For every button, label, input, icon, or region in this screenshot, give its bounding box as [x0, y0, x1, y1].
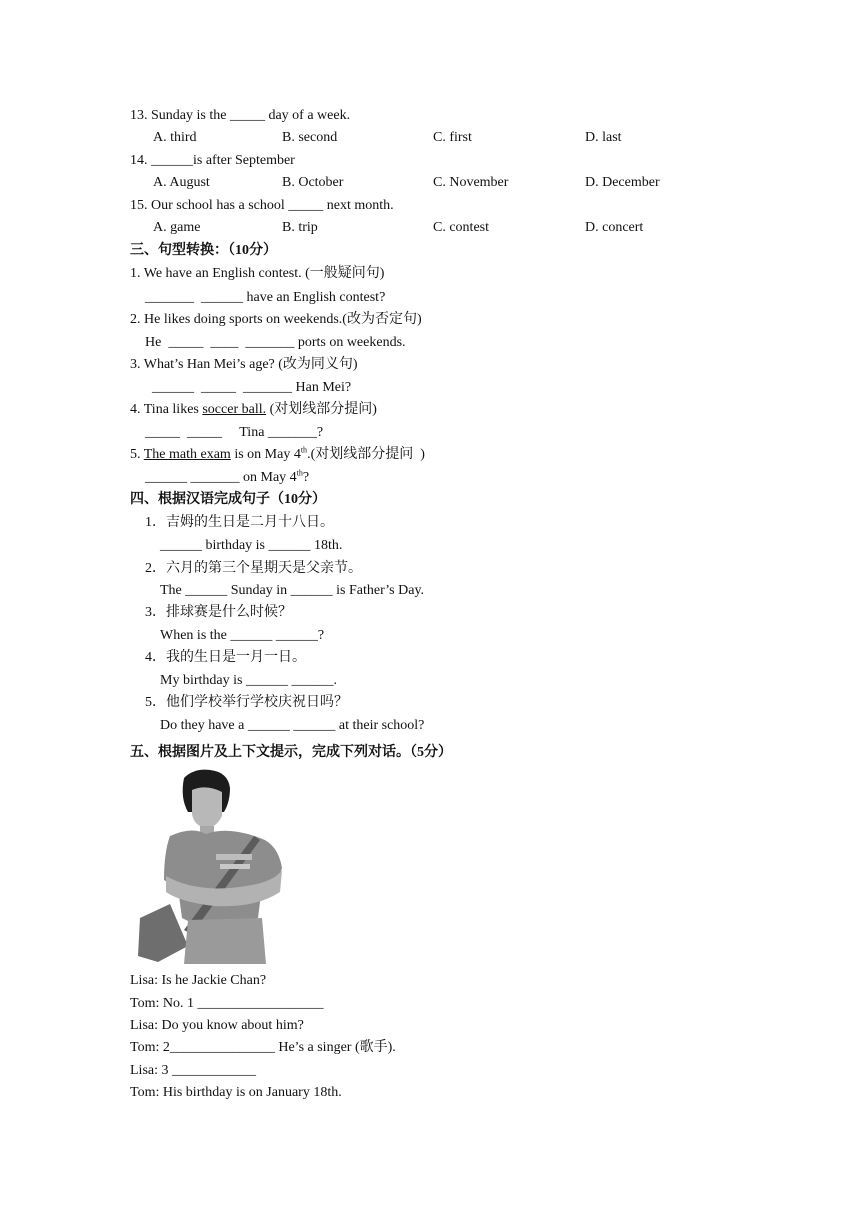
q13-option-d: D. last	[585, 130, 622, 145]
s3-q4-suffix: (对划线部分提问)	[266, 402, 377, 417]
person-photo	[136, 768, 318, 964]
dialog-line-1: Lisa: Is he Jackie Chan?	[130, 973, 267, 988]
s3-a3: ______ _____ _______ Han Mei?	[152, 380, 352, 395]
s3-a2: He _____ ____ _______ ports on weekends.	[145, 335, 406, 350]
q15-option-a: A. game	[153, 220, 201, 235]
q14-option-a: A. August	[153, 175, 210, 190]
section5-heading: 五、根据图片及上下文提示，完成下列对话。（5分）	[130, 745, 452, 760]
q14-option-d: D. December	[585, 175, 660, 190]
s3-q5-sup: th	[300, 445, 308, 455]
s3-q5	[130, 446, 425, 464]
dialog-line-3: Lisa: Do you know about him?	[130, 1018, 304, 1033]
q13-stem: 13. Sunday is the _____ day of a week.	[130, 108, 351, 123]
s3-a5-prefix: ______ _______ on May 4	[145, 470, 297, 485]
s3-q2: 2. He likes doing sports on weekends.(改为否定句)	[130, 312, 422, 327]
s4-zh1: 1．吉姆的生日是二月十八日。	[145, 515, 334, 530]
s3-a5-suffix: ?	[302, 470, 310, 485]
q14-option-b: B. October	[282, 175, 344, 190]
s4-zh5: 5．他们学校举行学校庆祝日吗？	[145, 695, 348, 710]
q14-stem: 14. ______is after September	[130, 153, 295, 168]
section3-heading: 三、句型转换：（10分）	[130, 243, 277, 258]
dialog-line-5: Lisa: 3 ____________	[130, 1063, 256, 1078]
s3-a5-sup: th	[296, 468, 303, 478]
s3-q4	[130, 401, 377, 419]
section4-heading: 四、根据汉语完成句子（10分）	[130, 492, 326, 507]
s3-q1: 1. We have an English contest. (一般疑问句)	[130, 266, 385, 281]
s4-zh3: 3．排球赛是什么时候？	[145, 605, 292, 620]
s3-q5-prefix: 5.	[130, 447, 144, 462]
dialog-line-4: Tom: 2_______________ He’s a singer (歌手).	[130, 1040, 396, 1055]
dialog-line-2: Tom: No. 1 __________________	[130, 996, 324, 1011]
q15-option-b: B. trip	[282, 220, 318, 235]
s3-q3: 3. What’s Han Mei’s age? (改为同义句)	[130, 357, 358, 372]
q15-option-d: D. concert	[585, 220, 644, 235]
s4-en4: My birthday is ______ ______.	[160, 673, 337, 688]
s3-a1: _______ ______ have an English contest?	[145, 290, 386, 305]
q13-option-a: A. third	[153, 130, 197, 145]
q13-option-c: C. first	[433, 130, 472, 145]
s3-q4-underlined: soccer ball.	[202, 402, 267, 417]
s4-en1: ______ birthday is ______ 18th.	[160, 538, 343, 553]
s3-q4-prefix: 4. Tina likes	[130, 402, 203, 417]
s4-zh2: 2．六月的第三个星期天是父亲节。	[145, 561, 362, 576]
s4-en3: When is the ______ ______?	[160, 628, 325, 643]
s3-q5-mid: is on May 4	[230, 447, 301, 462]
s3-a5	[145, 469, 309, 487]
s4-zh4: 4．我的生日是一月一日。	[145, 650, 306, 665]
q15-option-c: C. contest	[433, 220, 489, 235]
q13-option-b: B. second	[282, 130, 338, 145]
s3-q5-underlined: The math exam	[143, 447, 231, 462]
s4-en5: Do they have a ______ ______ at their school?	[160, 718, 425, 733]
q14-option-c: C. November	[433, 175, 509, 190]
s3-q5-suffix: .(对划线部分提问 )	[307, 447, 425, 462]
s4-en2: The ______ Sunday in ______ is Father’s Day.	[160, 583, 425, 598]
dialog-line-6: Tom: His birthday is on January 18th.	[130, 1085, 342, 1100]
s3-a4: _____ _____ Tina _______?	[145, 425, 324, 440]
q15-stem: 15. Our school has a school _____ next month.	[130, 198, 394, 213]
